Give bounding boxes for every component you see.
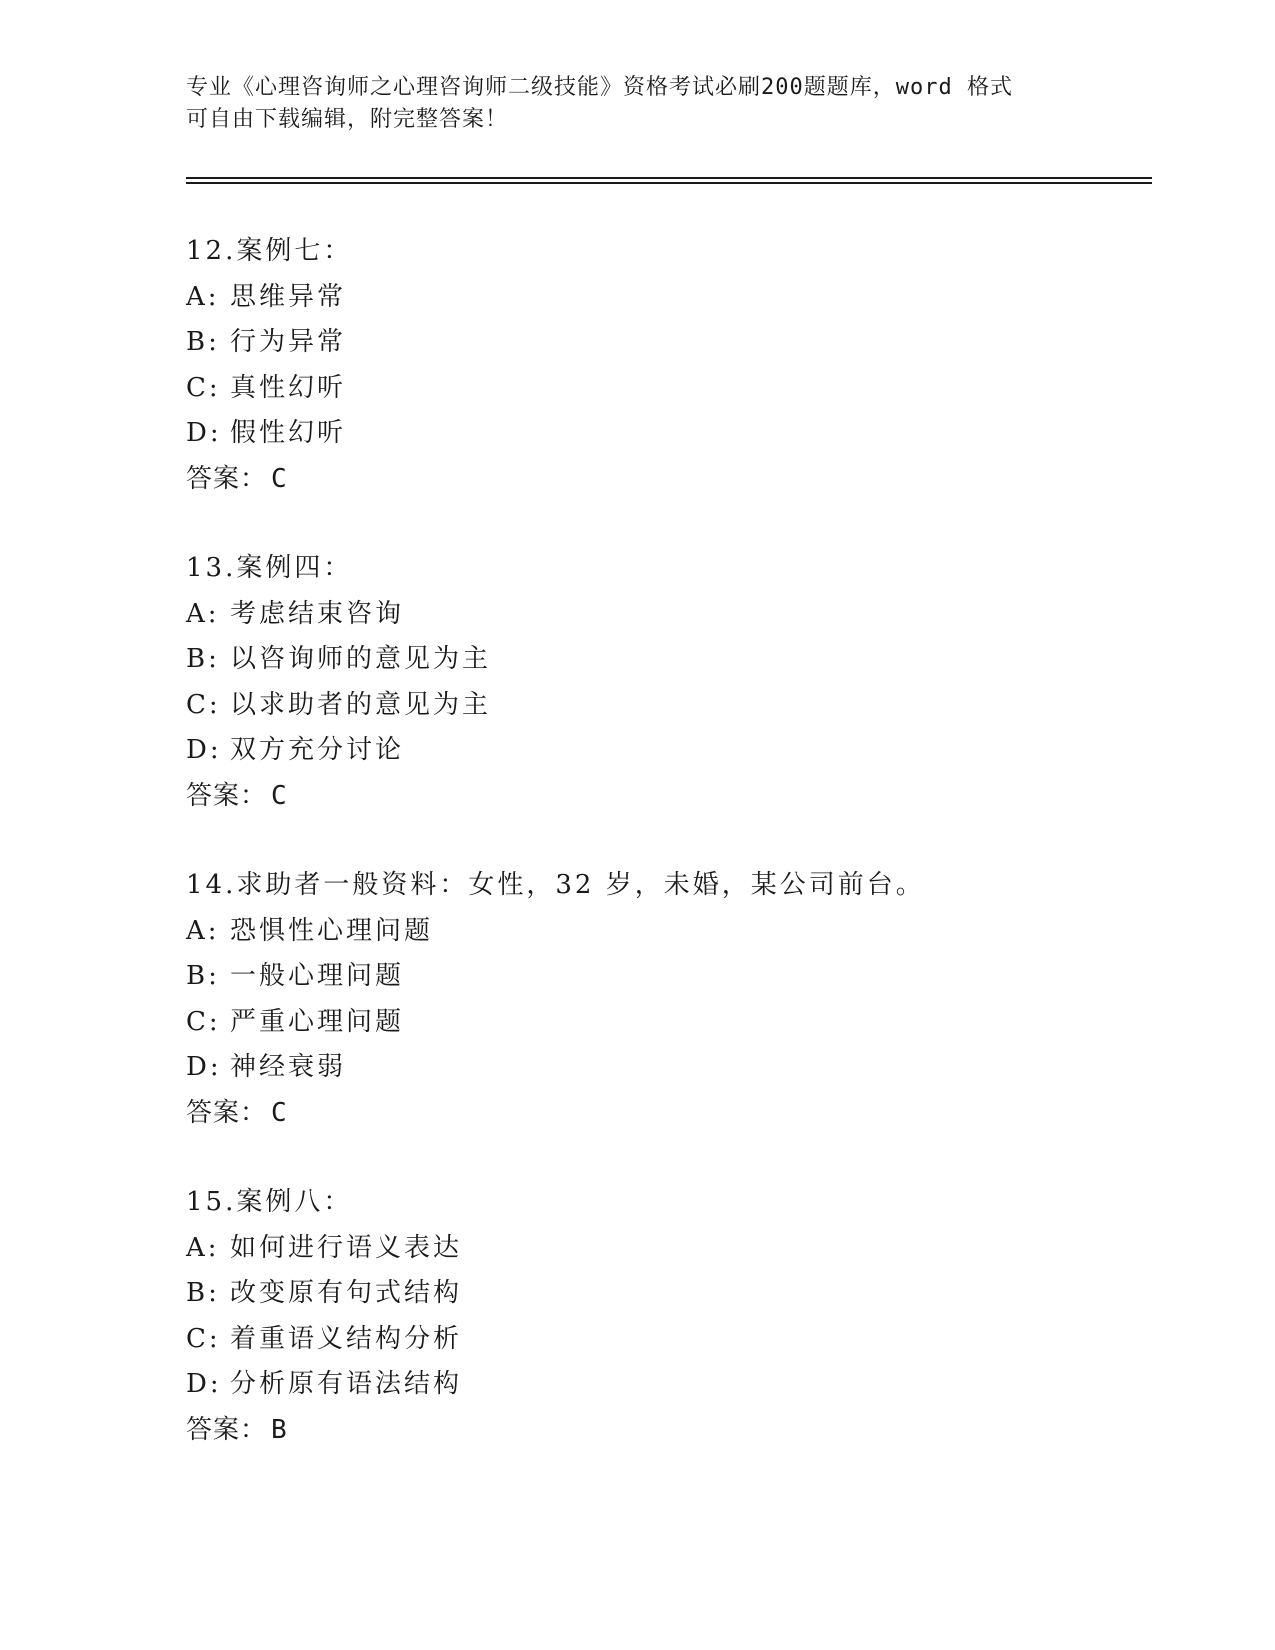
- option-row: [186, 909, 1086, 955]
- answer-value: C: [271, 463, 288, 494]
- option-label: D:: [186, 1052, 222, 1082]
- option-text: 严重心理问题: [230, 1006, 405, 1037]
- question-block: [186, 1180, 1086, 1453]
- header-divider-bottom: [186, 182, 1152, 184]
- option-row: [186, 954, 1086, 1000]
- option-row: [186, 1226, 1086, 1272]
- answer-label: 答案：: [186, 1097, 268, 1128]
- answer-line: [186, 774, 1086, 820]
- document-header: [186, 72, 1066, 136]
- option-text: 假性幻听: [230, 418, 347, 448]
- option-text: 以求助者的意见为主: [230, 689, 492, 720]
- option-label: A:: [186, 1232, 220, 1263]
- header-divider-top: [186, 177, 1152, 179]
- option-row: [186, 1000, 1086, 1046]
- option-label: D:: [186, 735, 222, 765]
- option-label: B:: [186, 327, 220, 357]
- option-text: 一般心理问题: [230, 961, 405, 991]
- answer-line: [186, 1408, 1086, 1454]
- option-label: C:: [186, 1323, 221, 1354]
- option-row: [186, 683, 1086, 729]
- option-text: 神经衰弱: [230, 1052, 347, 1082]
- answer-value: B: [271, 1414, 288, 1445]
- option-row: [186, 1045, 1086, 1091]
- question-stem: 14.求助者一般资料：女性，32 岁，未婚，某公司前台。: [186, 870, 925, 900]
- option-text: 行为异常: [230, 327, 347, 357]
- option-text: 分析原有语法结构: [230, 1369, 463, 1399]
- answer-label: 答案：: [186, 1414, 268, 1445]
- question-stem: 12.案例七：: [186, 236, 353, 266]
- answer-label: 答案：: [186, 463, 268, 494]
- header-line-2: 可自由下载编辑，附完整答案！: [186, 107, 509, 132]
- option-row: [186, 728, 1086, 774]
- question-stem: 13.案例四：: [186, 553, 353, 583]
- answer-label: 答案：: [186, 780, 268, 811]
- option-text: 如何进行语义表达: [230, 1232, 463, 1263]
- option-label: C:: [186, 1006, 221, 1037]
- option-row: [186, 1271, 1086, 1317]
- option-text: 双方充分讨论: [230, 735, 405, 765]
- option-text: 以咨询师的意见为主: [230, 644, 492, 674]
- question-block: [186, 863, 1086, 1136]
- option-row: [186, 592, 1086, 638]
- option-label: D:: [186, 418, 222, 448]
- option-label: A:: [186, 915, 220, 946]
- question-stem: 15.案例八：: [186, 1187, 353, 1217]
- option-row: [186, 1317, 1086, 1363]
- option-label: A:: [186, 598, 220, 629]
- answer-value: C: [271, 1097, 288, 1128]
- option-row: [186, 637, 1086, 683]
- option-text: 着重语义结构分析: [230, 1323, 463, 1354]
- option-label: D:: [186, 1369, 222, 1399]
- question-block: [186, 229, 1086, 502]
- option-text: 思维异常: [230, 281, 347, 312]
- option-row: [186, 366, 1086, 412]
- option-text: 考虑结束咨询: [230, 598, 405, 629]
- option-text: 真性幻听: [230, 372, 347, 403]
- option-row: [186, 275, 1086, 321]
- option-label: B:: [186, 1278, 220, 1308]
- option-text: 恐惧性心理问题: [230, 915, 434, 946]
- option-text: 改变原有句式结构: [230, 1278, 463, 1308]
- option-row: [186, 320, 1086, 366]
- header-line-1: 专业《心理咨询师之心理咨询师二级技能》资格考试必刷200题题库，word 格式: [186, 75, 1013, 100]
- option-label: B:: [186, 961, 220, 991]
- option-row: [186, 1362, 1086, 1408]
- option-label: C:: [186, 372, 221, 403]
- option-label: C:: [186, 689, 221, 720]
- answer-line: [186, 457, 1086, 503]
- option-row: [186, 411, 1086, 457]
- option-label: A:: [186, 281, 220, 312]
- question-block: [186, 546, 1086, 819]
- option-label: B:: [186, 644, 220, 674]
- answer-line: [186, 1091, 1086, 1137]
- answer-value: C: [271, 780, 288, 811]
